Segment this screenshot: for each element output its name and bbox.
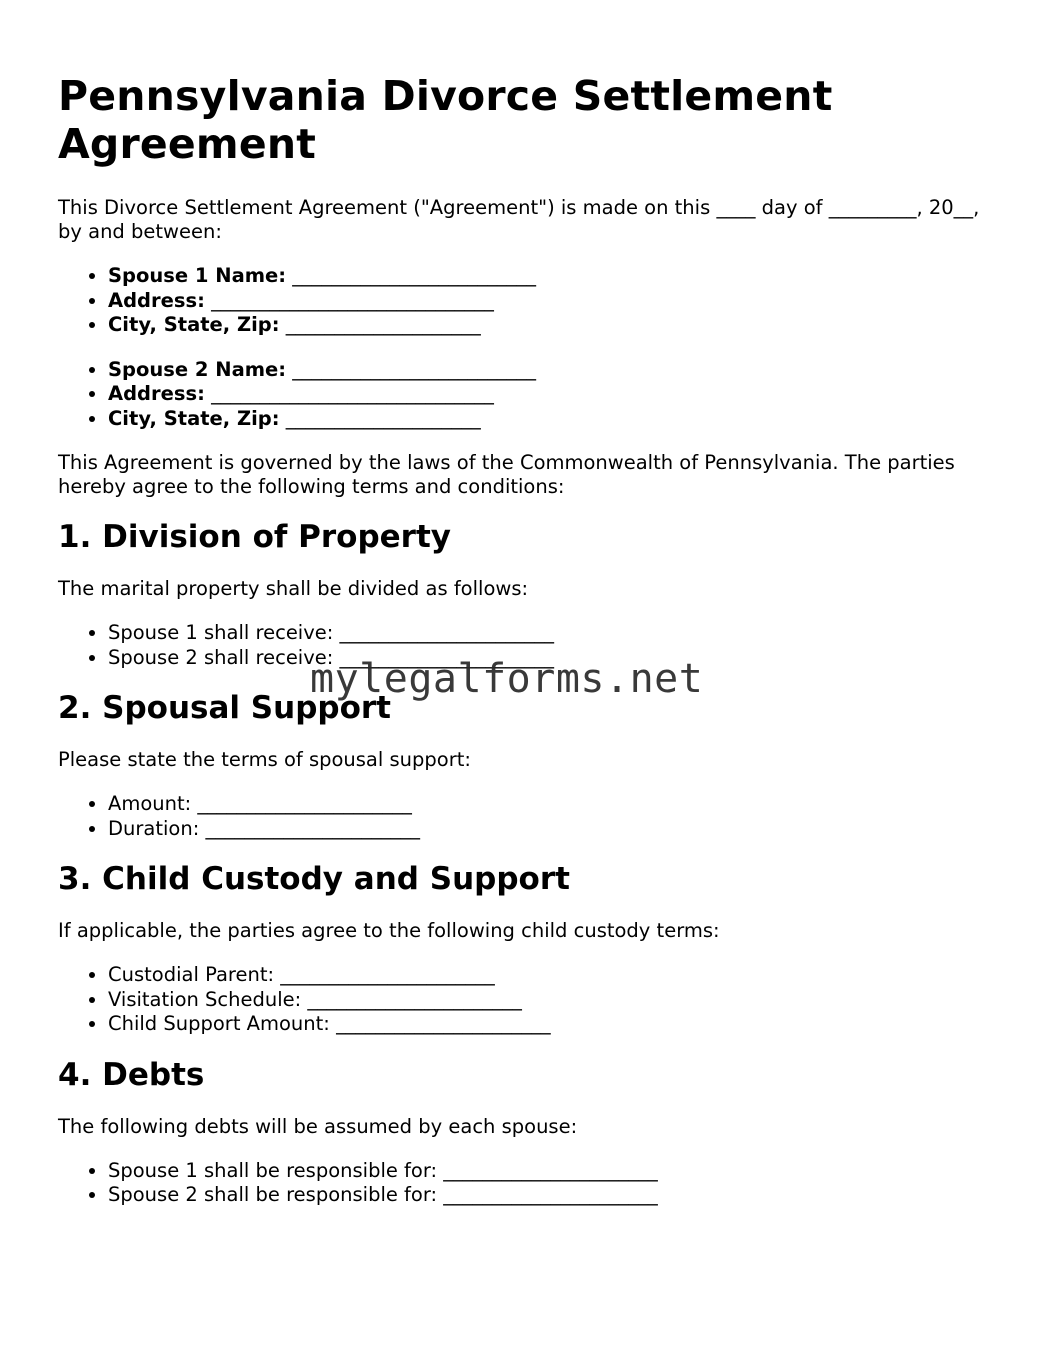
list-item: • Child Support Amount: ______________________ [108, 1012, 998, 1037]
section-text-debts: The following debts will be assumed by each spouse: [58, 1114, 578, 1138]
section-heading-debts: 4. Debts [58, 1056, 205, 1093]
list-item: • Visitation Schedule: ______________________ [108, 988, 998, 1013]
list-item: • Duration: ______________________ [108, 817, 998, 842]
document-page [58, 72, 998, 1228]
section-text-custody: If applicable, the parties agree to the following child custody terms: [58, 919, 720, 942]
page-title: Pennsylvania Divorce Settlement Agreement [58, 72, 833, 168]
governing-law-paragraph: This Agreement is governed by the laws of the Commonwealth of Pennsylvania. The parties hereby agree to the following terms and conditions: [58, 451, 955, 498]
spouse-1-city: • City, State, Zip: ____________________ [108, 313, 998, 338]
list-item: • Custodial Parent: ______________________ [108, 963, 998, 988]
section-heading-property: 1. Division of Property [58, 519, 451, 555]
section-text-property: The marital property shall be divided as follows: [58, 577, 529, 600]
custody-list [58, 963, 998, 1037]
spouse-1-address: • Address: _____________________________ [108, 289, 998, 314]
debts-list [58, 1159, 998, 1208]
spouse-2-name: • Spouse 2 Name: _________________________ [108, 358, 998, 383]
list-item: • Spouse 2 shall be responsible for: ______________________ [108, 1183, 998, 1208]
spouse-2-details [58, 358, 998, 432]
spouse-1-details [58, 264, 998, 338]
intro-paragraph: This Divorce Settlement Agreement ("Agreement") is made on this ____ day of _________, 20__, by and between: [58, 196, 980, 243]
spouse-2-city: • City, State, Zip: ____________________ [108, 407, 998, 432]
section-text-support: Please state the terms of spousal support: [58, 748, 471, 771]
section-heading-support: 2. Spousal Support [58, 690, 391, 726]
watermark: mylegalforms.net [310, 656, 704, 702]
list-item: • Spouse 1 shall receive: ______________________ [108, 621, 998, 646]
list-item: • Spouse 2 shall receive: ______________________ [108, 646, 998, 671]
spouse-2-address: • Address: _____________________________ [108, 382, 998, 407]
section-heading-custody: 3. Child Custody and Support [58, 861, 570, 897]
support-list [58, 792, 998, 841]
list-item: • Spouse 1 shall be responsible for: ______________________ [108, 1159, 998, 1184]
spouse-1-name: • Spouse 1 Name: _________________________ [108, 264, 998, 289]
list-item: • Amount: ______________________ [108, 792, 998, 817]
